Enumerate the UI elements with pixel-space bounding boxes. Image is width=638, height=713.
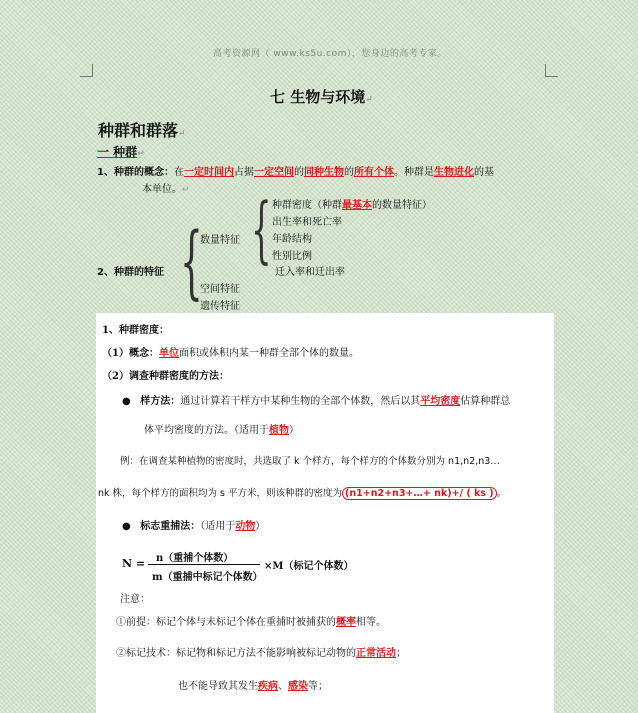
spatial-feature: 空间特征 [200,284,240,295]
genetic-feature: 遗传特征 [200,301,240,312]
subsection-title: 一 种群↵ [97,145,145,159]
migration-item: 迁入率和迁出率 [275,267,345,278]
page-header: 高考资源网（ www.ks5u.com），您身边的高考专家。 [213,49,447,59]
age-structure-item: 年龄结构 [272,234,312,245]
quantity-feature: 数量特征 [200,235,240,246]
characteristics-label: 2、种群的特征 [97,267,164,278]
quadrat-line2: 体平均密度的方法。（适用于植物） [144,425,299,436]
note-2: ②标记技术：标记物和标记方法不能影响被标记动物的正常活动； [116,648,406,659]
note-heading: 注意： [120,594,150,605]
concept-paragraph-line2: 本单位。↵ [142,184,190,195]
bullet-icon: ● [122,521,141,532]
page-title: 七 生物与环境↵ [270,88,373,106]
birth-death-item: 出生率和死亡率 [272,217,342,228]
methods-heading: （2）调查种群密度的方法： [102,371,229,382]
mark-recapture-line: ● 标志重捕法：（适用于动物） [122,521,266,532]
density-heading: 1、种群密度： [102,325,169,336]
example-line1: 例：在调查某种植物的密度时，共选取了 k 个样方，每个样方的个体数分别为 n1,n2,n3… [120,456,500,467]
note-3: 也不能导致其发生疾病、感染等； [178,681,328,692]
density-concept: （1）概念：单位面积或体积内某一种群全部个体的数量。 [102,348,359,359]
sex-ratio-item: 性别比例 [272,251,312,262]
section-title: 种群和群落↵ [98,121,186,140]
density-item: 种群密度（种群最基本的数量特征） [272,200,432,211]
crop-mark-right [545,64,558,77]
concept-paragraph: 1、种群的概念：在一定时间内占据一定空间的同种生物的所有个体。种群是生物进化的基 [97,167,494,178]
inner-brace: { [251,187,272,271]
density-box [96,313,554,713]
formula-rhs: ×M（标记个体数） [264,561,354,572]
note-1: ①前提：标记个体与未标记个体在重捕时被捕获的概率相等。 [116,617,386,628]
fraction-bar [148,564,260,565]
quadrat-line1: ● 样方法：通过计算若干样方中某种生物的全部个体数，然后以其平均密度估算种群总 [122,396,511,407]
bullet-icon: ● [122,396,141,407]
formula-numerator: n（重捕个体数） [156,553,234,564]
crop-mark-left [80,64,93,77]
example-line2: nk 株，每个样方的面积均为 s 平方米，则该种群的密度为 (n1+n2+n3+…+ nk)+/ ( ks ) 。 [98,488,507,499]
formula-lhs: N = [122,557,146,570]
formula-denominator: m（重捕中标记个体数） [152,572,263,583]
outer-brace: { [180,215,203,308]
